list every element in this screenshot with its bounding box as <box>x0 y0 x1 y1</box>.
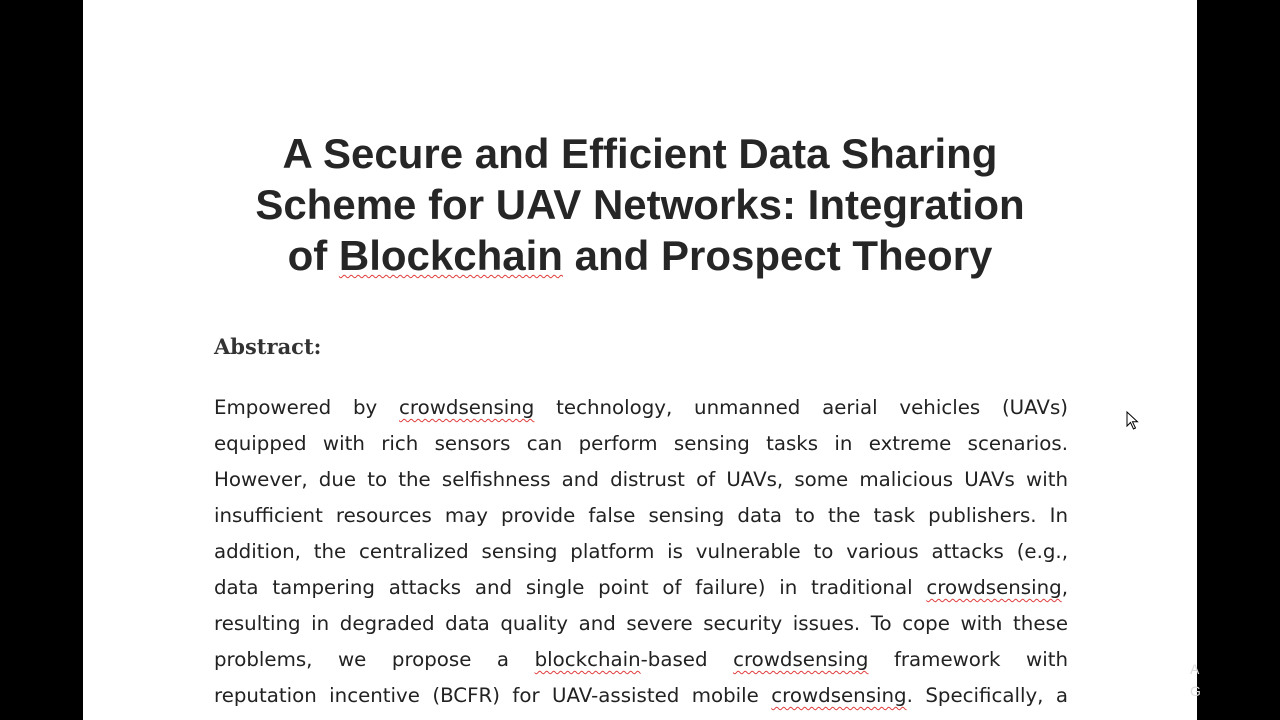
abstract-line-6: data tampering attacks and single point of failure) in traditional crowdsensing, <box>214 576 1068 599</box>
document-title <box>213 128 1067 281</box>
abstract-line-7: resulting in degraded data quality and severe security issues. To cope with these <box>214 612 1068 635</box>
mouse-pointer-icon <box>1126 411 1140 431</box>
title-line-1: A Secure and Efficient Data Sharing <box>282 130 998 177</box>
abstract-line-9: reputation incentive (BCFR) for UAV-assisted mobile crowdsensing. Specifically, a <box>214 684 1068 707</box>
abstract-line-3: However, due to the selfishness and distrust of UAVs, some malicious UAVs with <box>214 468 1068 491</box>
spellcheck-flagged-word[interactable]: crowdsensing <box>399 396 535 419</box>
abstract-paragraph[interactable] <box>214 390 1068 714</box>
document-page[interactable] <box>83 0 1197 720</box>
spellcheck-flagged-word[interactable]: blockchain <box>534 648 641 671</box>
faint-overlay-text: A G <box>1190 661 1201 699</box>
title-line-2: Scheme for UAV Networks: Integration <box>255 181 1025 228</box>
spellcheck-flagged-word[interactable]: crowdsensing <box>926 576 1062 599</box>
abstract-line-2: equipped with rich sensors can perform sensing tasks in extreme scenarios. <box>214 432 1068 455</box>
spellcheck-flagged-word[interactable]: Blockchain <box>338 232 563 279</box>
abstract-heading: Abstract: <box>214 334 322 359</box>
abstract-line-1: Empowered by crowdsensing technology, unmanned aerial vehicles (UAVs) <box>214 396 1068 419</box>
abstract-line-5: addition, the centralized sensing platform is vulnerable to various attacks (e.g., <box>214 540 1068 563</box>
abstract-line-8: problems, we propose a blockchain-based crowdsensing framework with <box>214 648 1068 671</box>
spellcheck-flagged-word[interactable]: crowdsensing <box>771 684 907 707</box>
spellcheck-flagged-word[interactable]: crowdsensing <box>733 648 869 671</box>
title-line-3: of Blockchain and Prospect Theory <box>287 232 993 279</box>
abstract-line-4: insufficient resources may provide false sensing data to the task publishers. In <box>214 504 1068 527</box>
